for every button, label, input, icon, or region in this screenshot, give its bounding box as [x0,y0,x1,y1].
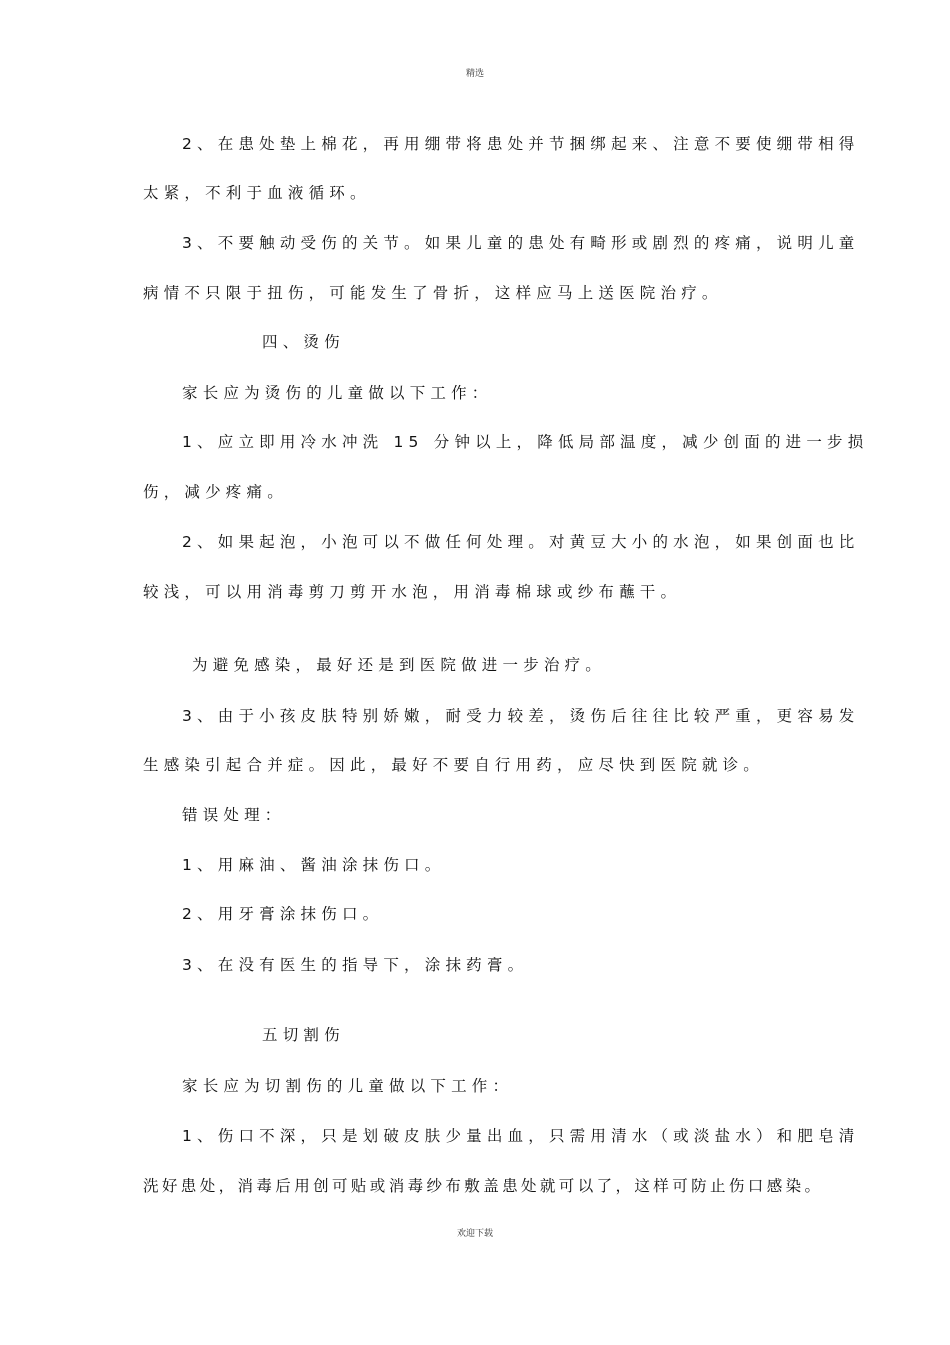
paragraph-line: 家长应为烫伤的儿童做以下工作： [182,384,493,402]
paragraph-line: 伤，减少疼痛。 [143,483,288,501]
paragraph-line: 1、应立即用冷水冲洗 15 分钟以上，降低局部温度，减少创面的进一步损 [182,433,869,451]
paragraph-line: 2、如果起泡，小泡可以不做任何处理。对黄豆大小的水泡，如果创面也比 [182,533,860,551]
paragraph-line: 太紧，不利于血液循环。 [143,184,371,202]
paragraph-line: 家长应为切割伤的儿童做以下工作： [182,1077,514,1095]
paragraph-line: 2、在患处垫上棉花，再用绷带将患处并节捆绑起来、注意不要使绷带相得 [182,135,860,153]
paragraph-line: 病情不只限于扭伤，可能发生了骨折，这样应马上送医院治疗。 [143,284,723,302]
paragraph-line: 3、在没有医生的指导下，涂抹药膏。 [182,956,529,974]
section-heading: 四、烫伤 [262,333,345,351]
paragraph-line: 错误处理： [182,806,286,824]
page-header: 精选 [465,69,484,79]
paragraph-line: 生感染引起合并症。因此，最好不要自行用药，应尽快到医院就诊。 [143,756,765,774]
page-footer: 欢迎下载 [456,1229,493,1239]
paragraph-line: 3、由于小孩皮肤特别娇嫩，耐受力较差，烫伤后往往比较严重，更容易发 [182,707,860,725]
paragraph-line: 1、伤口不深，只是划破皮肤少量出血，只需用清水（或淡盐水）和肥皂清 [182,1127,860,1145]
paragraph-line: 1、用麻油、酱油涂抹伤口。 [182,856,446,874]
section-heading: 五切割伤 [262,1026,345,1044]
paragraph-line: 洗好患处，消毒后用创可贴或消毒纱布敷盖患处就可以了，这样可防止伤口感染。 [143,1177,824,1195]
paragraph-line: 3、不要触动受伤的关节。如果儿童的患处有畸形或剧烈的疼痛，说明儿童 [182,234,860,252]
paragraph-line: 为避免感染，最好还是到医院做进一步治疗。 [192,656,607,674]
paragraph-line: 2、用牙膏涂抹伤口。 [182,905,384,923]
paragraph-line: 较浅，可以用消毒剪刀剪开水泡，用消毒棉球或纱布蘸干。 [143,583,682,601]
